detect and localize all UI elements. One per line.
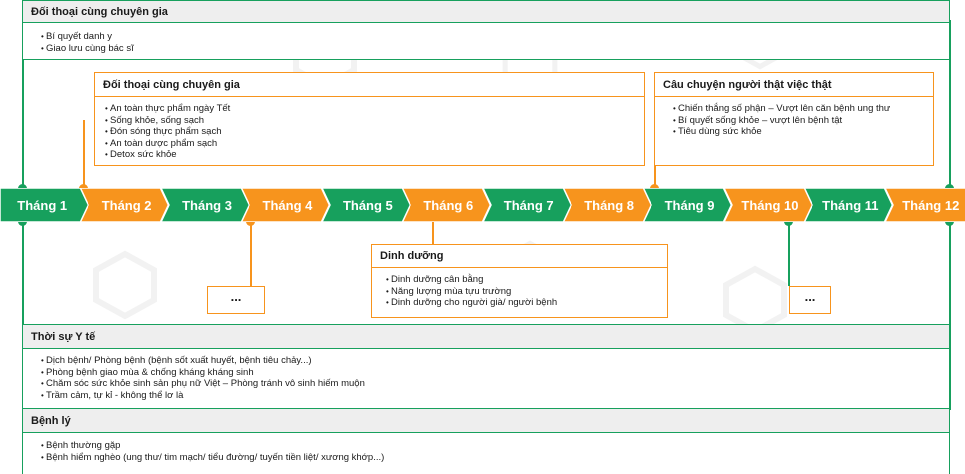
top-section-title: Đối thoại cùng chuyên gia xyxy=(31,5,168,18)
list-item: • Giao lưu cùng bác sĩ xyxy=(41,43,949,55)
timeline-month-label: Tháng 8 xyxy=(584,197,635,213)
timeline-month-label: Tháng 4 xyxy=(262,197,313,213)
list-item: • Chăm sóc sức khỏe sinh sản phụ nữ Việt – Phòng tránh vô sinh hiếm muộn xyxy=(41,378,949,390)
list-item: • Bệnh hiểm nghèo (ung thư/ tim mạch/ tiểu đường/ tuyến tiền liệt/ xương khớp...) xyxy=(41,452,949,464)
timeline-month-7 xyxy=(483,188,571,222)
timeline-month-11 xyxy=(804,188,892,222)
top-section-list xyxy=(23,23,949,54)
list-item: • Detox sức khỏe xyxy=(105,149,644,161)
inner-box-left-list xyxy=(95,97,644,161)
timeline-month-2 xyxy=(80,188,168,222)
list-item: • Bí quyết danh y xyxy=(41,31,949,43)
timeline-month-4 xyxy=(241,188,329,222)
ellipsis-box-left xyxy=(207,286,265,314)
timeline-month-label: Tháng 11 xyxy=(822,197,879,213)
list-item: • Dinh dưỡng cân bằng xyxy=(386,274,667,286)
diseases-header xyxy=(23,409,949,433)
timeline-month-5 xyxy=(322,188,410,222)
list-item: • Năng lượng mùa tựu trường xyxy=(386,286,667,298)
list-item: • Chiến thắng số phận – Vượt lên căn bệnh ung thư xyxy=(673,103,933,115)
nutrition-header xyxy=(372,245,667,268)
inner-box-right xyxy=(654,72,934,166)
inner-box-right-title: Câu chuyện người thật việc thật xyxy=(663,78,832,91)
ellipsis-text: ... xyxy=(230,289,242,304)
timeline-month-1 xyxy=(0,188,88,222)
medical-news-header xyxy=(23,325,949,349)
connector-month4 xyxy=(250,220,252,286)
inner-box-left xyxy=(94,72,645,166)
timeline-month-6 xyxy=(402,188,490,222)
diseases-title: Bệnh lý xyxy=(31,414,71,427)
inner-box-left-title: Đối thoại cùng chuyên gia xyxy=(103,78,240,91)
timeline-month-label: Tháng 7 xyxy=(503,197,554,213)
nutrition-list xyxy=(372,268,667,309)
ellipsis-text: ... xyxy=(804,289,816,304)
timeline-month-label: Tháng 9 xyxy=(664,197,715,213)
diseases-section xyxy=(22,408,950,474)
list-item: • Sống khỏe, sống sạch xyxy=(105,115,644,127)
timeline-month-label: Tháng 2 xyxy=(101,197,152,213)
timeline-month-label: Tháng 12 xyxy=(902,197,960,213)
timeline-month-label: Tháng 1 xyxy=(17,197,68,213)
timeline-month-10 xyxy=(724,188,812,222)
timeline-month-9 xyxy=(643,188,731,222)
medical-news-title: Thời sự Y tế xyxy=(31,330,96,343)
list-item: • Trầm cảm, tự kỉ - không thể lơ là xyxy=(41,390,949,402)
timeline-month-8 xyxy=(563,188,651,222)
watermark-logo xyxy=(90,250,160,320)
medical-news-section xyxy=(22,324,950,408)
list-item: • An toàn thực phẩm ngày Tết xyxy=(105,103,644,115)
inner-box-right-list xyxy=(655,97,933,138)
top-section-header xyxy=(23,1,949,23)
inner-box-right-header xyxy=(655,73,933,97)
timeline-month-label: Tháng 3 xyxy=(182,197,232,213)
connector-month6 xyxy=(432,220,434,244)
timeline-month-12 xyxy=(885,188,965,222)
list-item: • Phòng bệnh giao mùa & chống kháng kháng sinh xyxy=(41,367,949,379)
nutrition-box xyxy=(371,244,668,318)
inner-box-left-header xyxy=(95,73,644,97)
nutrition-title: Dinh dưỡng xyxy=(380,250,444,262)
list-item: • Bệnh thường gặp xyxy=(41,440,949,452)
timeline-month-label: Tháng 5 xyxy=(342,197,393,213)
list-item: • Bí quyết sống khỏe – vượt lên bệnh tật xyxy=(673,115,933,127)
list-item: • Đón sóng thực phẩm sạch xyxy=(105,126,644,138)
top-section xyxy=(22,0,950,60)
timeline-month-label: Tháng 6 xyxy=(423,197,474,213)
diseases-list xyxy=(23,433,949,463)
connector-month2 xyxy=(83,120,85,190)
timeline-month-3 xyxy=(161,188,249,222)
medical-news-list xyxy=(23,349,949,401)
list-item: • Tiêu dùng sức khỏe xyxy=(673,126,933,138)
list-item: • Dịch bệnh/ Phòng bệnh (bệnh sốt xuất huyết, bệnh tiêu chảy...) xyxy=(41,355,949,367)
ellipsis-box-right xyxy=(789,286,831,314)
list-item: • An toàn dược phẩm sạch xyxy=(105,138,644,150)
connector-month11 xyxy=(788,220,790,286)
timeline-month-label: Tháng 10 xyxy=(741,197,799,213)
list-item: • Dinh dưỡng cho người già/ người bệnh xyxy=(386,297,667,309)
